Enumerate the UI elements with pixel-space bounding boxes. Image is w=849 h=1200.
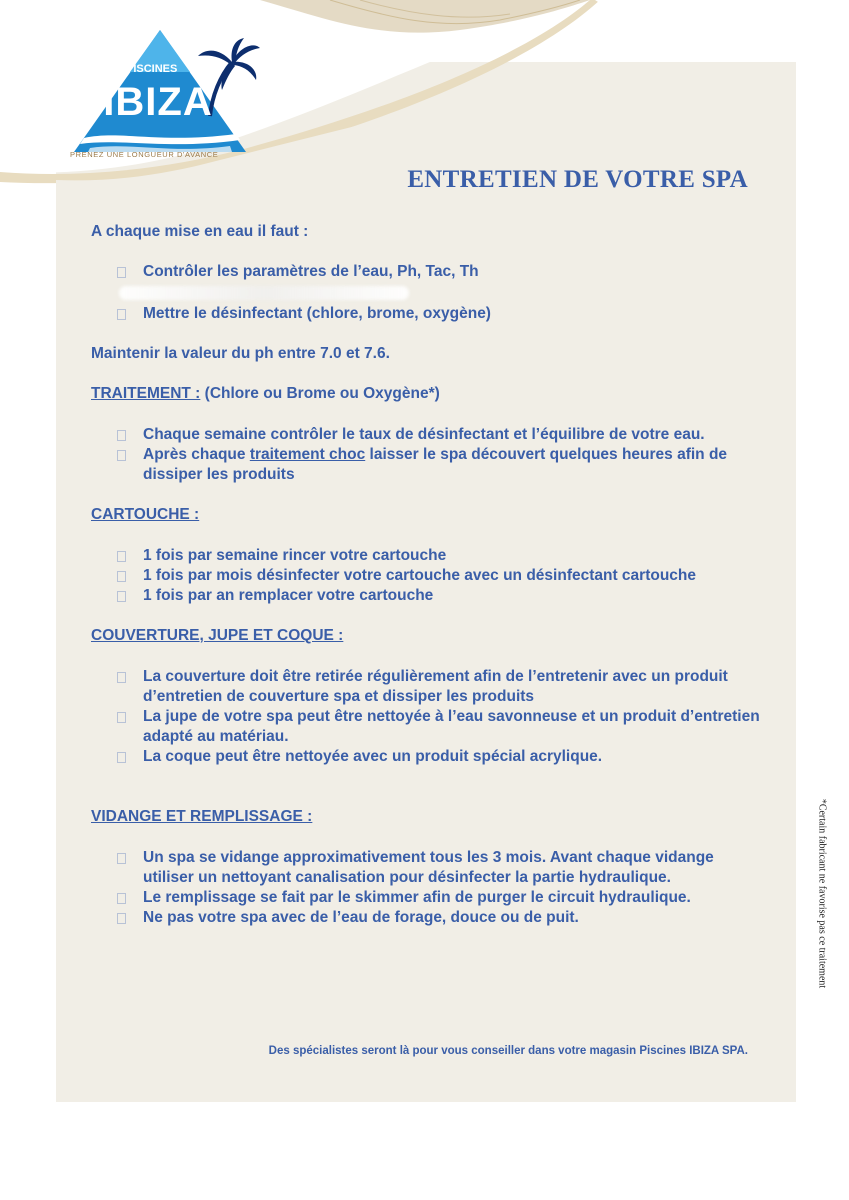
list-item: 1 fois par semaine rincer votre cartouche <box>117 546 761 566</box>
bullet-icon <box>117 913 126 924</box>
side-footnote: *Certain fabricant ne favorise pas ce traitement <box>816 798 828 989</box>
traitement-heading: TRAITEMENT : (Chlore ou Brome ou Oxygène*) <box>91 385 440 402</box>
couverture-heading: COUVERTURE, JUPE ET COQUE : <box>91 627 344 644</box>
list-item: Chaque semaine contrôler le taux de désinfectant et l’équilibre de votre eau. <box>117 425 761 445</box>
bullet-icon <box>117 591 126 602</box>
list-item: 1 fois par mois désinfecter votre cartouche avec un désinfectant cartouche <box>117 566 761 586</box>
intro-list <box>117 262 761 282</box>
list-item: 1 fois par an remplacer votre cartouche <box>117 586 761 606</box>
list-item: La coque peut être nettoyée avec un produit spécial acrylique. <box>117 747 761 767</box>
bullet-icon <box>117 430 126 441</box>
intro-list-continued <box>117 304 761 324</box>
logo-brand-small: PISCINES <box>126 63 178 75</box>
bullet-icon <box>117 450 126 461</box>
traitement-choc-link[interactable]: traitement choc <box>249 446 366 463</box>
intro-text: A chaque mise en eau il faut : <box>91 223 309 240</box>
redaction-mark <box>119 286 409 300</box>
list-item: La couverture doit être retirée régulièrement afin de l’entretenir avec un produit d’entretien de couverture spa et dissiper les produits <box>117 667 761 707</box>
traitement-list <box>117 425 761 485</box>
vidange-heading: VIDANGE ET REMPLISSAGE : <box>91 808 313 825</box>
couverture-list <box>117 667 761 767</box>
bullet-icon <box>117 267 126 278</box>
list-item: La jupe de votre spa peut être nettoyée à l’eau savonneuse et un produit d’entretien adapté au matériau. <box>117 707 761 747</box>
cartouche-heading: CARTOUCHE : <box>91 506 200 523</box>
bullet-icon <box>117 309 126 320</box>
footer-note: Des spécialistes seront là pour vous conseiller dans votre magasin Piscines IBIZA SPA. <box>268 1045 748 1057</box>
logo-brand: IBIZA <box>103 80 213 124</box>
list-item: Ne pas votre spa avec de l’eau de forage, douce ou de puit. <box>117 908 761 928</box>
bullet-icon <box>117 672 126 683</box>
ph-note: Maintenir la valeur du ph entre 7.0 et 7.6. <box>91 345 390 362</box>
list-item: Contrôler les paramètres de l’eau, Ph, Tac, Th <box>117 262 761 282</box>
document-body <box>91 222 761 928</box>
list-item: Après chaque traitement choc laisser le spa découvert quelques heures afin de dissiper les produits <box>117 445 761 485</box>
page-title: ENTRETIEN DE VOTRE SPA <box>407 166 748 193</box>
list-item: Un spa se vidange approximativement tous les 3 mois. Avant chaque vidange utiliser un nettoyant canalisation pour désinfecter la partie hydraulique. <box>117 848 761 888</box>
bullet-icon <box>117 571 126 582</box>
bullet-icon <box>117 752 126 763</box>
bullet-icon <box>117 853 126 864</box>
bullet-icon <box>117 712 126 723</box>
logo-tagline: PRENEZ UNE LONGUEUR D'AVANCE <box>70 150 219 159</box>
bullet-icon <box>117 893 126 904</box>
list-item: Mettre le désinfectant (chlore, brome, oxygène) <box>117 304 761 324</box>
list-item: Le remplissage se fait par le skimmer afin de purger le circuit hydraulique. <box>117 888 761 908</box>
cartouche-list <box>117 546 761 606</box>
bullet-icon <box>117 551 126 562</box>
vidange-list <box>117 848 761 928</box>
